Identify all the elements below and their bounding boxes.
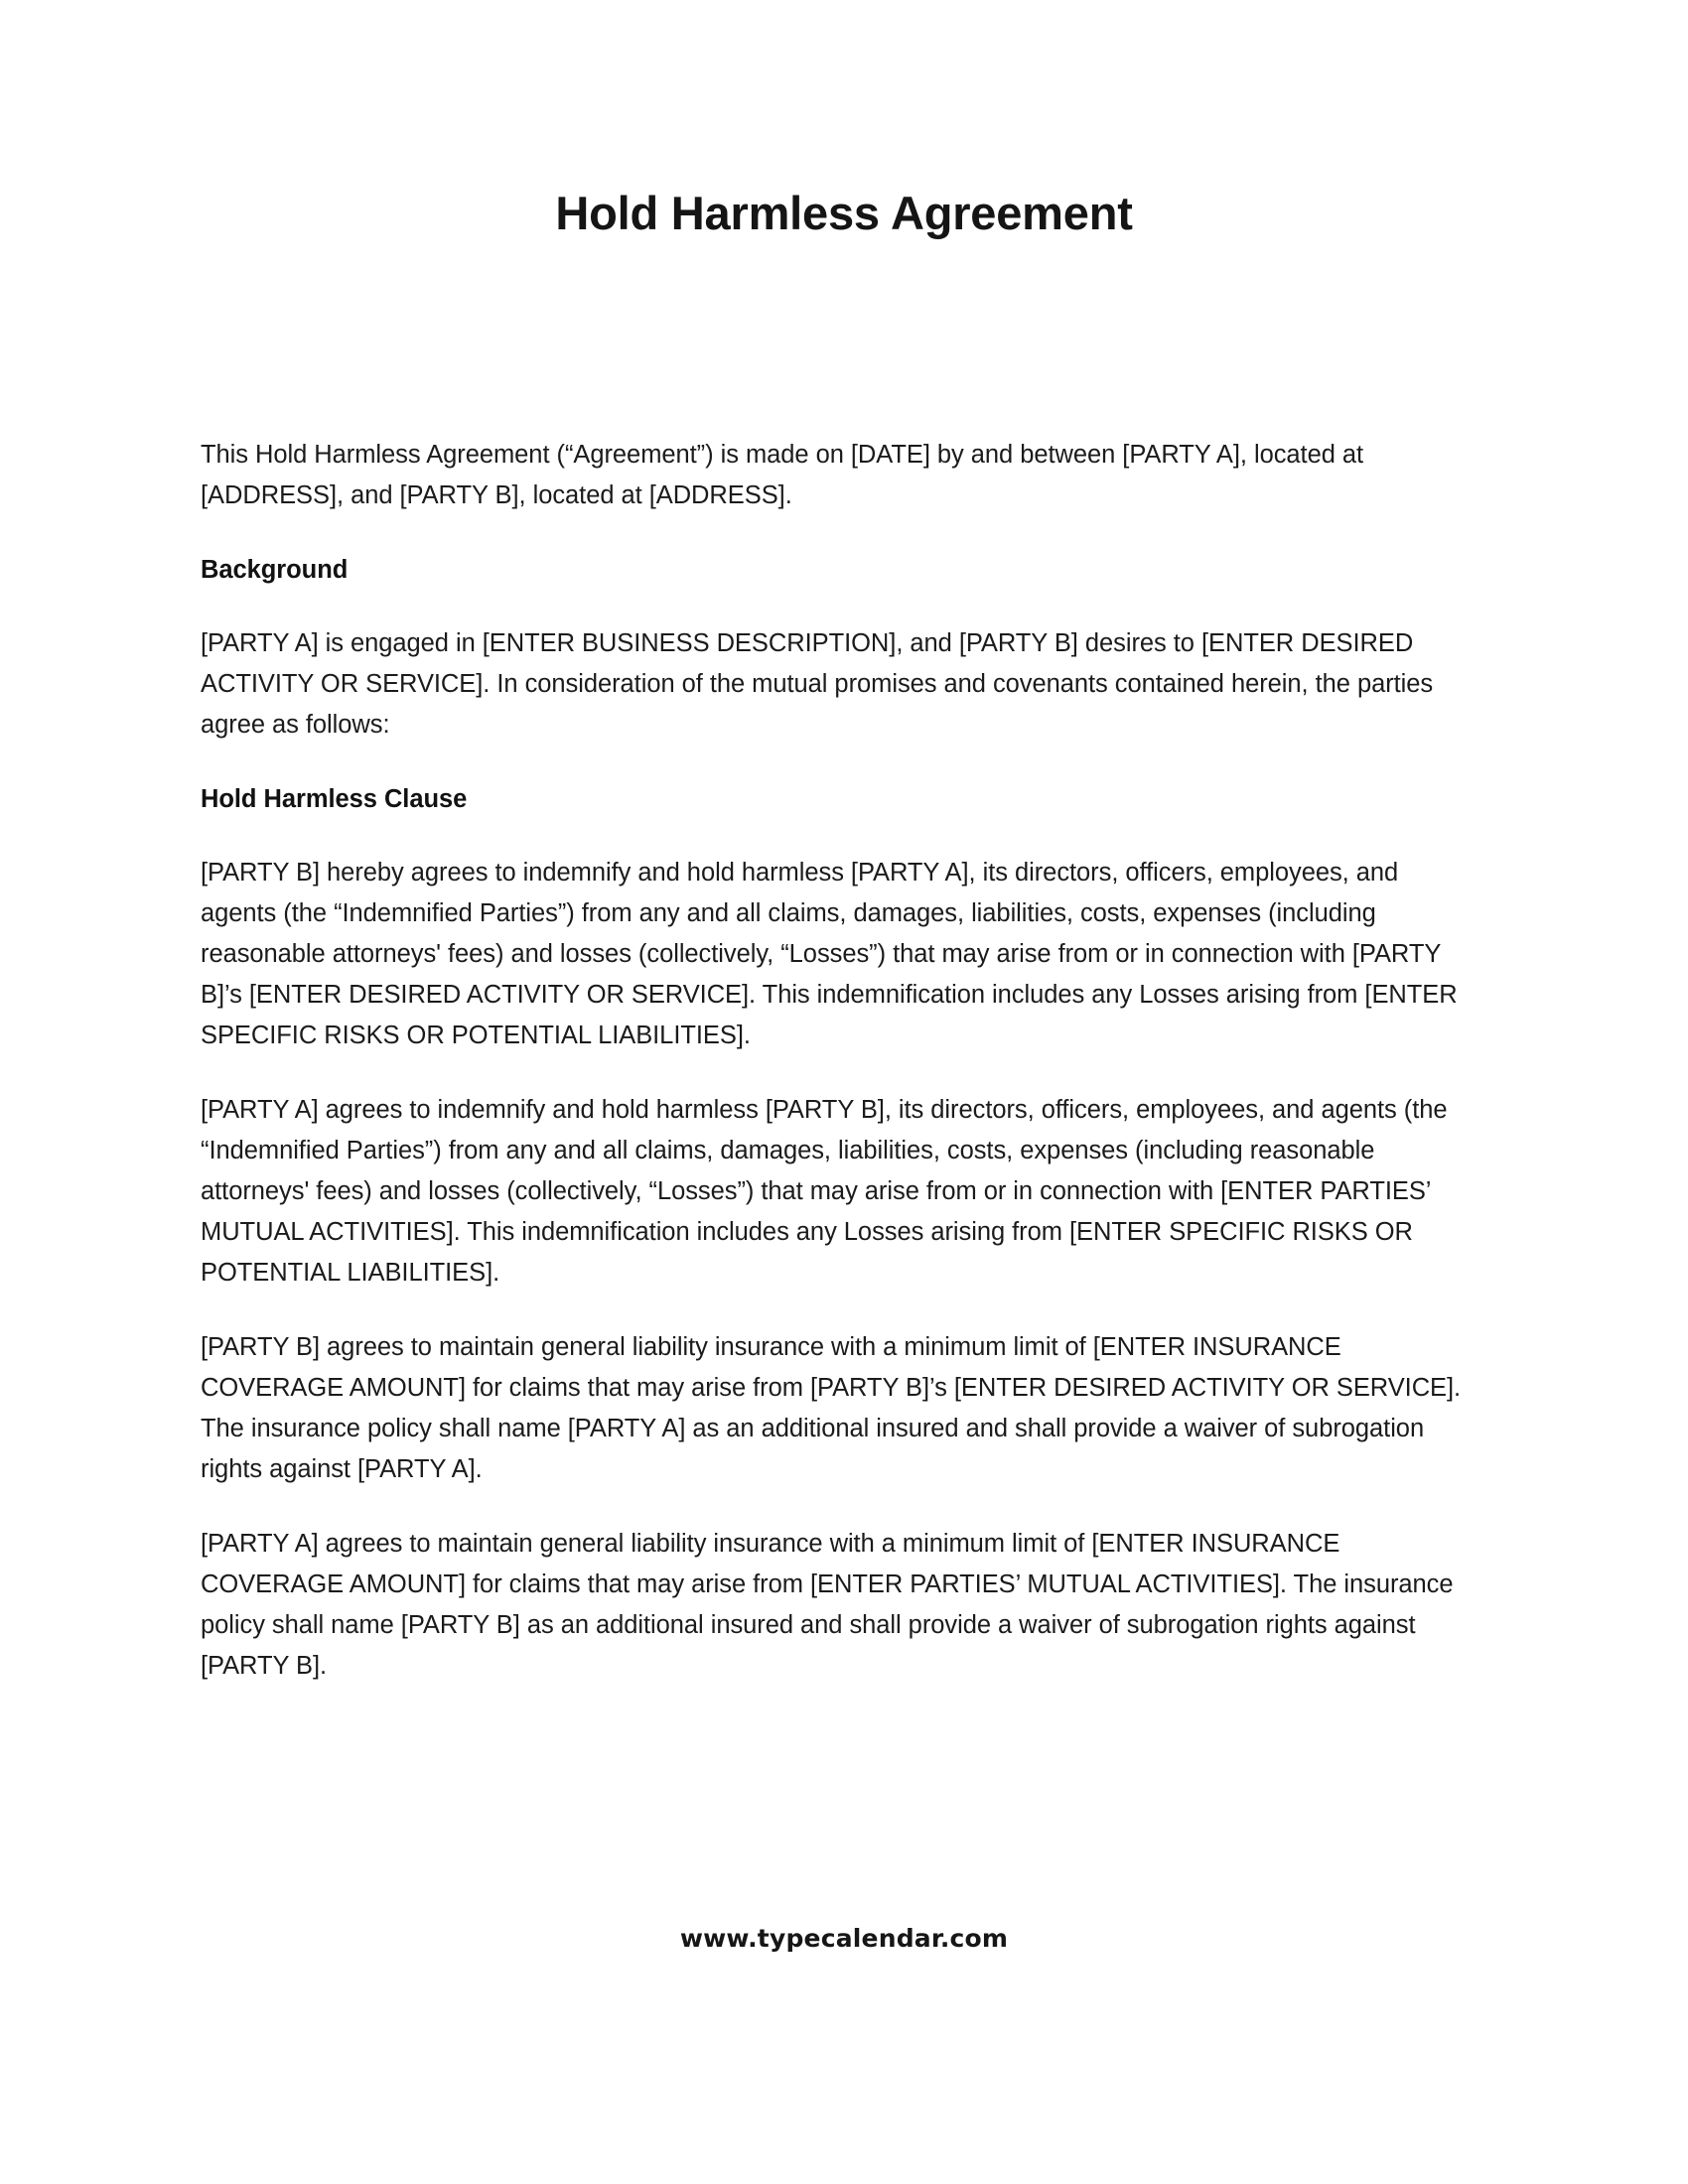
document-body xyxy=(201,435,1477,1720)
section-heading-background: Background xyxy=(201,556,349,584)
clause-paragraph-party-b-insurance: [PARTY B] agrees to maintain general liability insurance with a minimum limit of [ENTER INSURANCE COVERAGE AMOUNT] for claims that may arise from [PARTY B]’s [ENTER DESIRED ACTIVITY OR SERVICE]. The insurance policy shall name [PARTY A] as an additional insured and shall provide a waiver of subrogation rights against [PARTY A]. xyxy=(201,1333,1462,1483)
section-heading-hold-harmless-clause: Hold Harmless Clause xyxy=(201,785,468,813)
intro-paragraph: This Hold Harmless Agreement (“Agreement”) is made on [DATE] by and between [PARTY A], located at [ADDRESS], and [PARTY B], located at [ADDRESS]. xyxy=(201,441,1364,509)
clause-paragraph-party-a-indemnify: [PARTY A] agrees to indemnify and hold harmless [PARTY B], its directors, officers, employees, and agents (the “Indemnified Parties”) from any and all claims, damages, liabilities, costs, expenses (including reasonable attorneys' fees) and losses (collectively, “Losses”) that may arise from or in connection with [ENTER PARTIES’ MUTUAL ACTIVITIES]. This indemnification includes any Losses arising from [ENTER SPECIFIC RISKS OR POTENTIAL LIABILITIES]. xyxy=(201,1096,1448,1287)
background-paragraph: [PARTY A] is engaged in [ENTER BUSINESS DESCRIPTION], and [PARTY B] desires to [ENTER DESIRED ACTIVITY OR SERVICE]. In consideration of the mutual promises and covenants contained herein, the parties agree as follows: xyxy=(201,629,1434,739)
page-title: Hold Harmless Agreement xyxy=(555,187,1133,239)
clause-paragraph-party-a-insurance: [PARTY A] agrees to maintain general liability insurance with a minimum limit of [ENTER INSURANCE COVERAGE AMOUNT] for claims that may arise from [ENTER PARTIES’ MUTUAL ACTIVITIES]. The insurance policy shall name [PARTY B] as an additional insured and shall provide a waiver of subrogation rights against [PARTY B]. xyxy=(201,1530,1454,1680)
footer-website-url: www.typecalendar.com xyxy=(679,1924,1009,1953)
clause-paragraph-party-b-indemnify: [PARTY B] hereby agrees to indemnify and hold harmless [PARTY A], its directors, officers, employees, and agents (the “Indemnified Parties”) from any and all claims, damages, liabilities, costs, expenses (including reasonable attorneys' fees) and losses (collectively, “Losses”) that may arise from or in connection with [PARTY B]’s [ENTER DESIRED ACTIVITY OR SERVICE]. This indemnification includes any Losses arising from [ENTER SPECIFIC RISKS OR POTENTIAL LIABILITIES]. xyxy=(201,859,1458,1049)
